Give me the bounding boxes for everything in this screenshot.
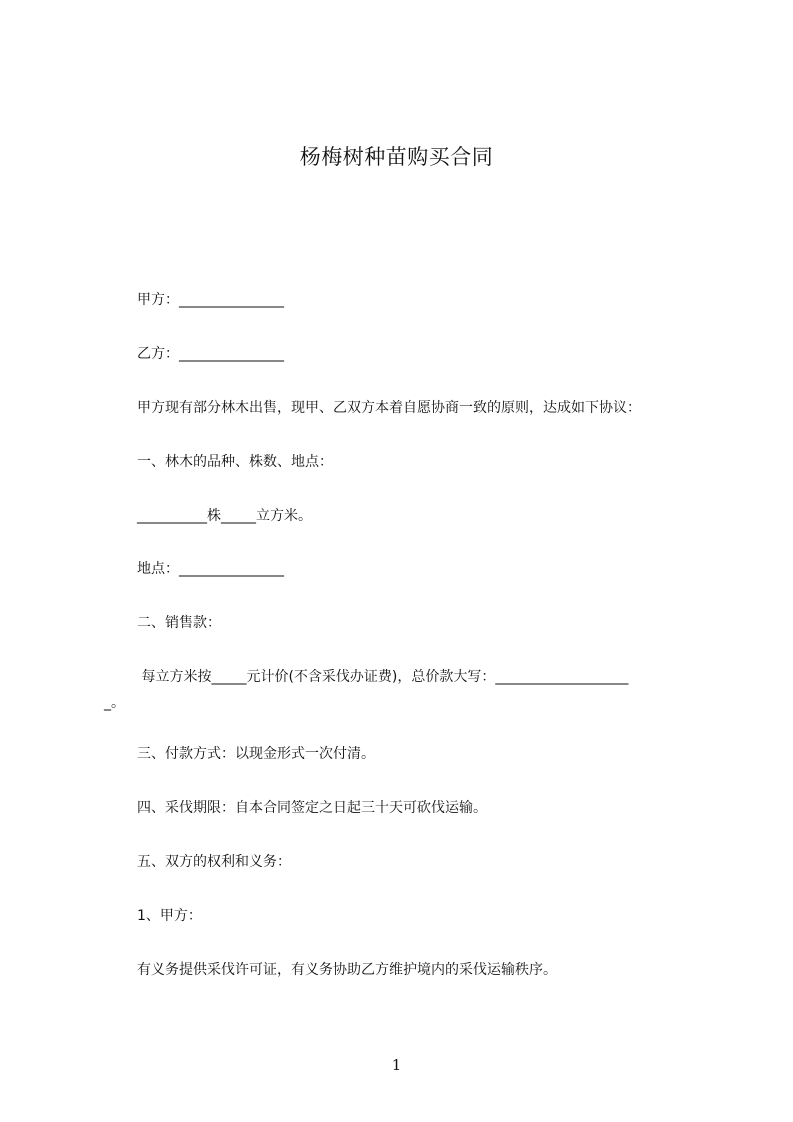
section-4-period: 四、采伐期限：自本合同签定之日起三十天可砍伐运输。 (137, 800, 487, 816)
price-line: 每立方米按_____元计价(不含采伐办证费)，总价款大写：___________________ (137, 669, 629, 685)
section-5-heading: 五、双方的权利和义务： (137, 854, 291, 870)
section-3-payment: 三、付款方式：以现金形式一次付清。 (137, 746, 375, 762)
section-1-heading: 一、林木的品种、株数、地点： (137, 454, 333, 470)
party-a-line: 甲方：_______________ (137, 292, 284, 308)
document-title: 杨梅树种苗购买合同 (299, 145, 494, 169)
location-line: 地点：_______________ (137, 561, 284, 577)
subsection-1-heading: 1、甲方： (137, 908, 202, 924)
quantity-line: __________株_____立方米。 (137, 508, 312, 524)
party-b-line: 乙方：_______________ (137, 346, 284, 362)
party-a-duties: 有义务提供采伐许可证，有义务协助乙方维护境内的采伐运输秩序。 (137, 962, 557, 978)
preamble-paragraph: 甲方现有部分林木出售，现甲、乙双方本着自愿协商一致的原则，达成如下协议： (137, 400, 641, 416)
section-2-heading: 二、销售款： (137, 615, 221, 631)
page-number: 1 (391, 1056, 402, 1074)
price-line-continuation: _。 (104, 695, 125, 711)
